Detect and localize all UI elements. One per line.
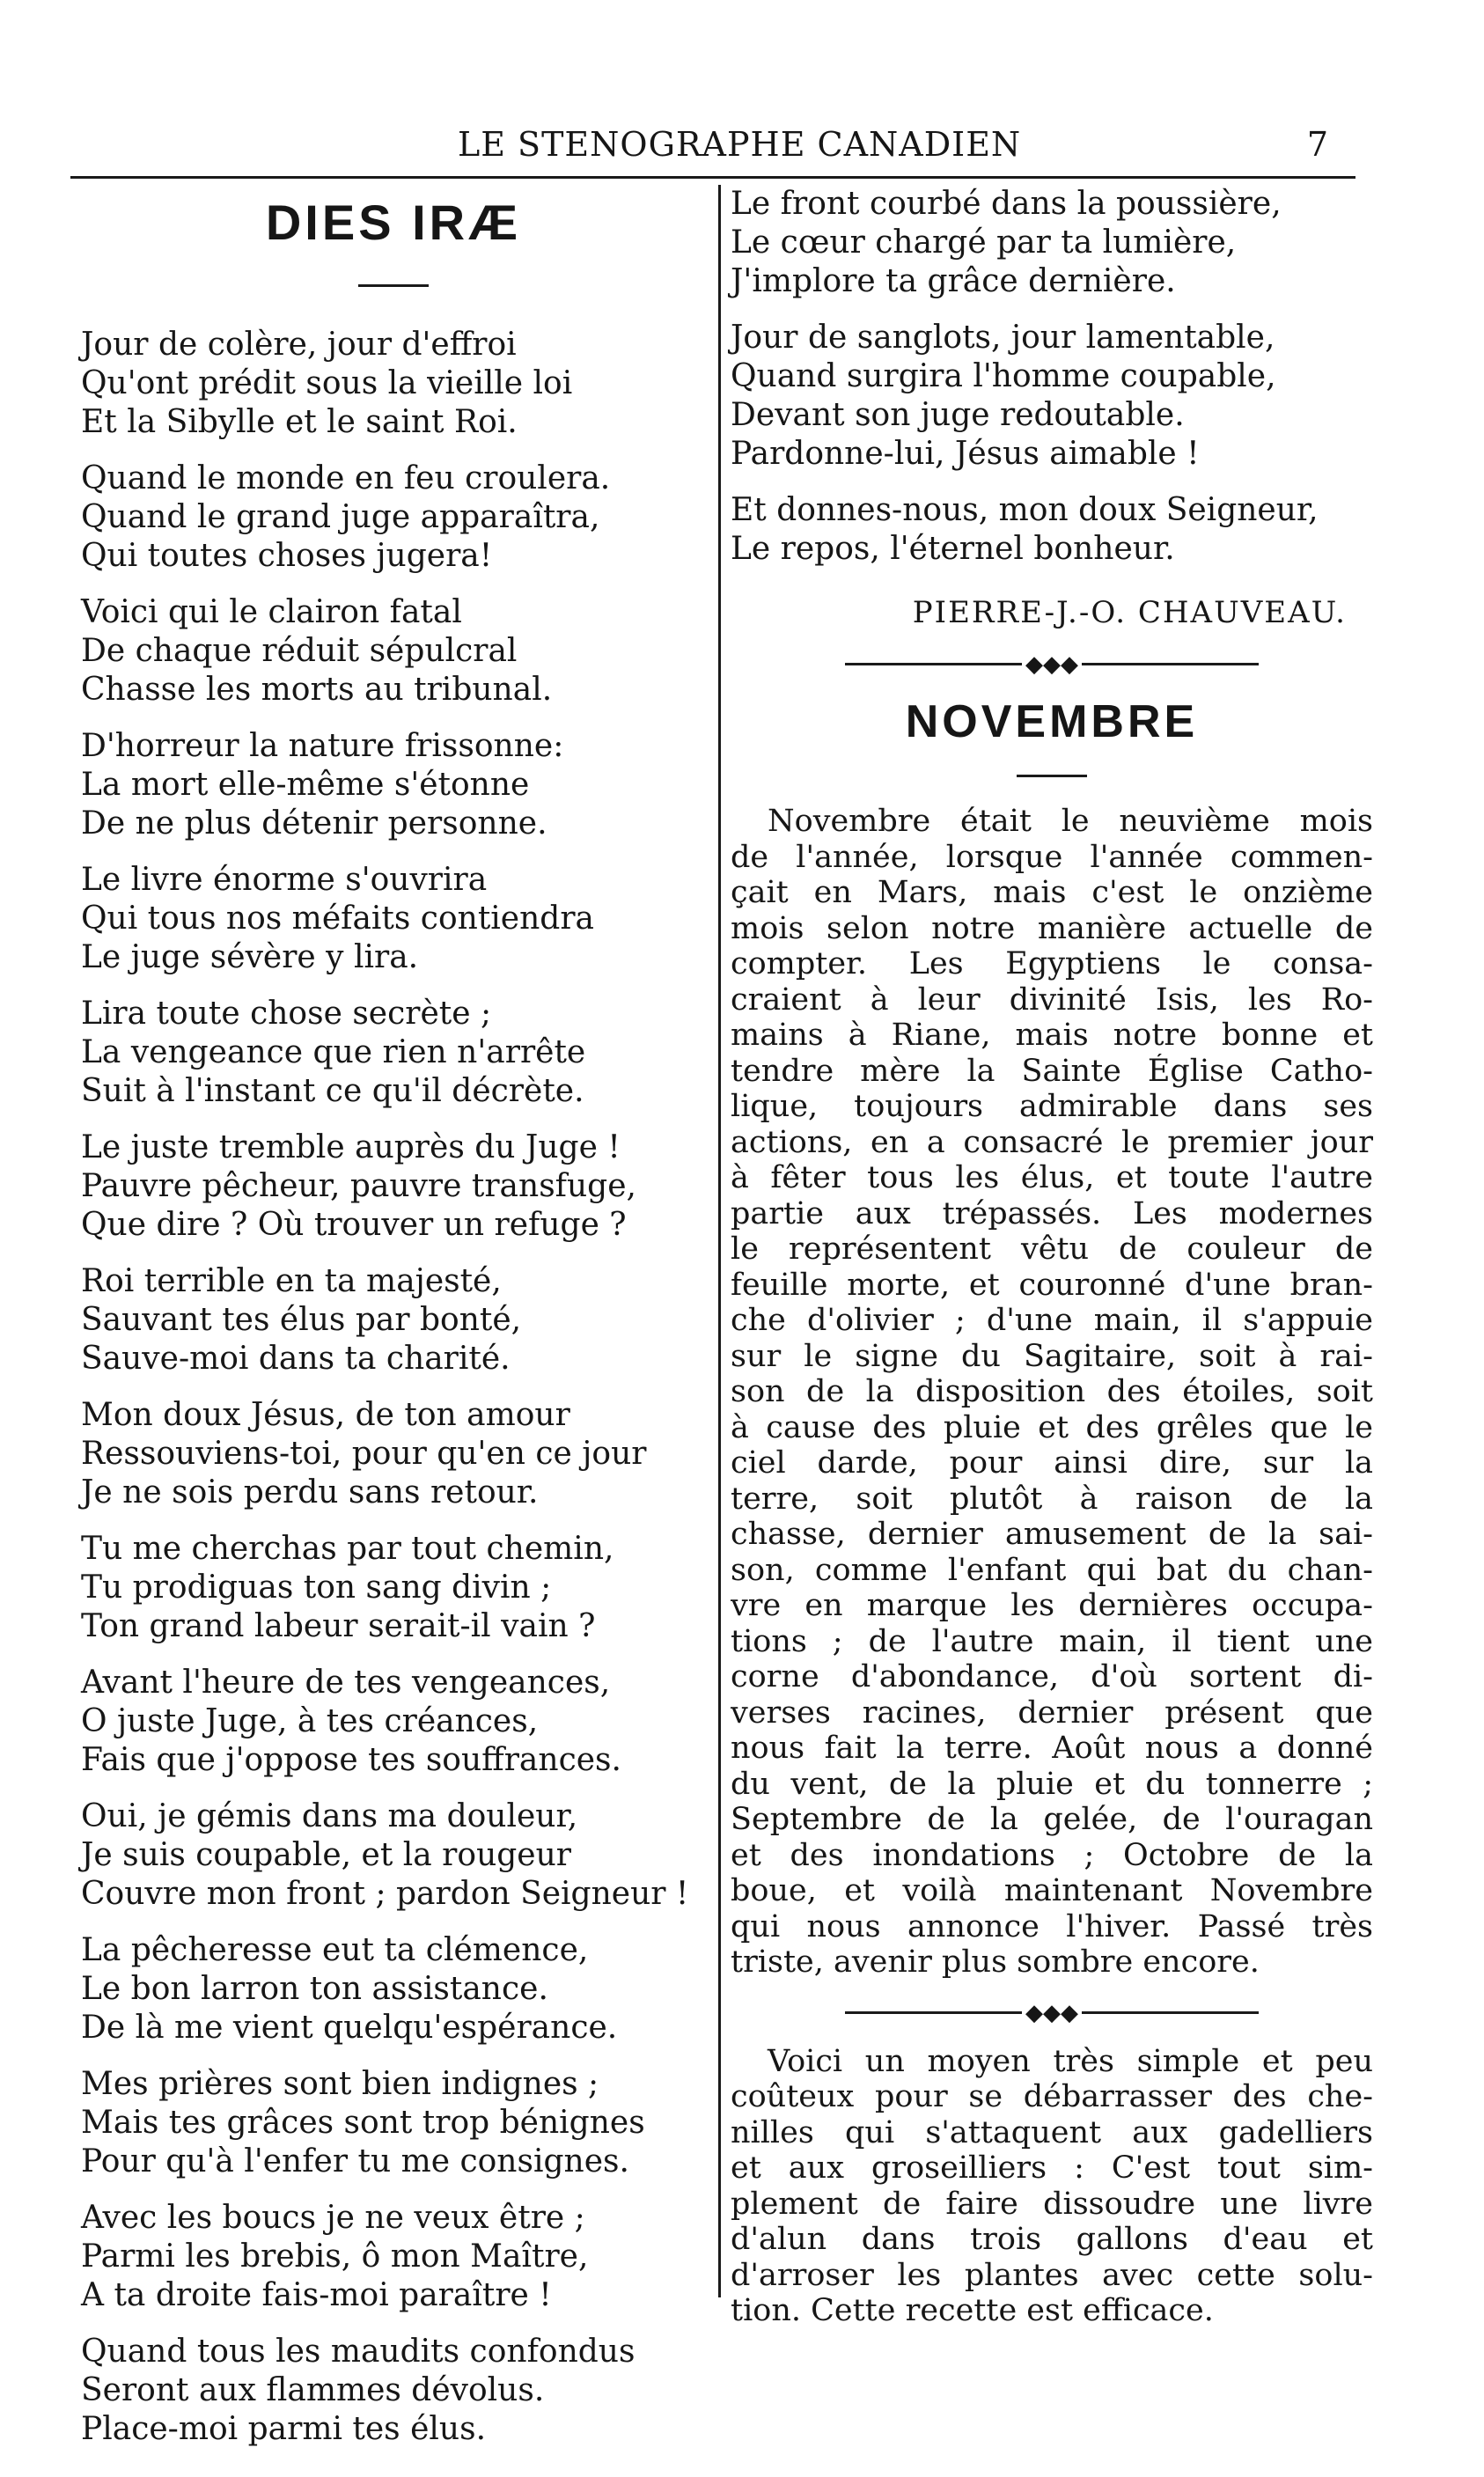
novembre-line: corne d'abondance, d'où sortent di- (731, 1659, 1373, 1694)
poem-line: Quand le grand juge apparaîtra, (81, 499, 600, 535)
novembre-line: à fêter tous les élus, et toute l'autre (731, 1160, 1373, 1195)
novembre-line: ciel darde, pour ainsi dire, sur la (731, 1445, 1373, 1481)
recette-line: nilles qui s'attaquent aux gadelliers (731, 2114, 1373, 2150)
novembre-line: lique, toujours admirable dans ses (731, 1089, 1373, 1124)
poem-line: Qui toutes choses jugera! (81, 538, 493, 574)
novembre-line: son de la disposition des étoiles, soit (731, 1374, 1373, 1409)
novembre-line: boue, et voilà maintenant Novembre (731, 1873, 1373, 1908)
poem-stanza (81, 2199, 706, 2315)
ornament: ◆◆◆ (1022, 651, 1082, 678)
poem-line: Et donnes-nous, mon doux Seigneur, (731, 492, 1319, 528)
novembre-title: NOVEMBRE (905, 696, 1199, 747)
recette-line: et aux groseilliers : C'est tout sim- (731, 2150, 1373, 2186)
poem-line: De chaque réduit sépulcral (81, 633, 518, 669)
left-column (81, 185, 706, 2466)
novembre-line: Septembre de la gelée, de l'ouragan (731, 1802, 1373, 1837)
ornament-rule (731, 651, 1373, 678)
poem-line: Le repos, l'éternel bonheur. (731, 531, 1175, 567)
recette-line: coûteux pour se débarrasser des che- (731, 2079, 1373, 2114)
poem-line: La mort elle-même s'étonne (81, 767, 530, 803)
novembre-line: che d'olivier ; d'une main, il s'appuie (731, 1303, 1373, 1338)
poem-line: J'implore ta grâce dernière. (731, 263, 1176, 299)
poem-line: Le juste tremble auprès du Juge ! (81, 1129, 621, 1165)
poem-line: Pauvre pêcheur, pauvre transfuge, (81, 1168, 636, 1204)
novembre-line: terre, soit plutôt à raison de la (731, 1481, 1373, 1517)
poem-line: Voici qui le clairon fatal (81, 594, 462, 630)
novembre-line: sur le signe du Sagitaire, soit à rai- (731, 1338, 1373, 1374)
novembre-rule (1017, 775, 1087, 777)
recette-line: Voici un moyen très simple et peu (768, 2043, 1373, 2079)
poem-line: Que dire ? Où trouver un refuge ? (81, 1207, 627, 1243)
novembre-line: chasse, dernier amusement de la sai- (731, 1517, 1373, 1552)
recette-line: d'alun dans trois gallons d'eau et (731, 2222, 1373, 2257)
poem-line: De là me vient quelqu'espérance. (81, 2010, 618, 2046)
poem-stanza (81, 2333, 706, 2449)
poem-line: Seront aux flammes dévolus. (81, 2372, 545, 2408)
poem-line: La pêcheresse eut ta clémence, (81, 1932, 589, 1968)
poem-line: Oui, je gémis dans ma douleur, (81, 1798, 578, 1834)
novembre-line: craient à leur divinité Isis, les Ro- (731, 981, 1373, 1018)
poem-line: Ressouviens-toi, pour qu'en ce jour (81, 1436, 647, 1472)
poem-line: Je ne sois perdu sans retour. (81, 1474, 539, 1510)
poem-stanza (81, 861, 706, 977)
poem-line: D'horreur la nature frissonne: (81, 728, 564, 764)
novembre-line: nous fait la terre. Août nous a donné (731, 1731, 1373, 1766)
novembre-line: et des inondations ; Octobre de la (731, 1837, 1373, 1873)
poem-line: A ta droite fais-moi paraître ! (81, 2277, 552, 2313)
poem-stanza (81, 326, 706, 442)
poem-stanza (81, 1262, 706, 1378)
poem-line: Chasse les morts au tribunal. (81, 672, 553, 708)
poem-line: Le bon larron ton assistance. (81, 1971, 548, 2007)
poem-line: Fais que j'oppose tes souffrances. (81, 1742, 621, 1778)
novembre-line: qui nous annonce l'hiver. Passé très (731, 1908, 1373, 1944)
poem-line: Mais tes grâces sont trop bénignes (81, 2105, 645, 2141)
poem-line: Lira toute chose secrète ; (81, 996, 492, 1032)
novembre-line: partie aux trépassés. Les modernes (731, 1195, 1373, 1231)
poem-stanza (81, 1530, 706, 1646)
poem-stanza (81, 459, 706, 576)
novembre-line: compter. Les Egyptiens le consa- (731, 946, 1373, 981)
poem-stanza (731, 319, 1373, 474)
header-rule (70, 176, 1355, 179)
column-divider (718, 185, 721, 2297)
novembre-line: tions ; de l'autre main, il tient une (731, 1623, 1373, 1659)
poem-stanza (731, 491, 1373, 569)
novembre-line: mois selon notre manière actuelle de (731, 910, 1373, 946)
poem-left-stanzas (81, 326, 706, 2449)
poem-line: Avant l'heure de tes vengeances, (81, 1665, 611, 1701)
right-column (731, 185, 1373, 2329)
running-header (70, 125, 1355, 169)
poem-line: Et la Sibylle et le saint Roi. (81, 404, 518, 440)
poem-stanza (81, 2065, 706, 2181)
poem-line: Suit à l'instant ce qu'il décrète. (81, 1073, 584, 1109)
poem-line: Sauvant tes élus par bonté, (81, 1302, 522, 1338)
recette-line: tion. Cette recette est efficace. (731, 2293, 1214, 2328)
poem-line: Mes prières sont bien indignes ; (81, 2066, 599, 2102)
novembre-line: à cause des pluie et des grêles que le (731, 1409, 1373, 1445)
poem-line: Pardonne-lui, Jésus aimable ! (731, 436, 1200, 472)
novembre-line: du vent, de la pluie et du tonnerre ; (731, 1766, 1373, 1802)
poem-line: Tu me cherchas par tout chemin, (81, 1531, 614, 1567)
poem-line: Le juge sévère y lira. (81, 939, 419, 975)
poem-line: O juste Juge, à tes créances, (81, 1703, 539, 1739)
poem-stanza (731, 185, 1373, 301)
novembre-line: vre en marque les dernières occupa- (731, 1588, 1373, 1623)
poem-line: Qu'ont prédit sous la vieille loi (81, 365, 573, 401)
recette-line: plement de faire dissoudre une livre (731, 2186, 1373, 2222)
poem-line: Tu prodiguas ton sang divin ; (81, 1569, 552, 1606)
poem-stanza (81, 1664, 706, 1780)
poem-line: Le livre énorme s'ouvrira (81, 862, 488, 898)
poem-line: Le front courbé dans la poussière, (731, 186, 1282, 222)
poem-line: Pour qu'à l'enfer tu me consignes. (81, 2143, 629, 2179)
poem-signature: PIERRE-J.-O. CHAUVEAU. (912, 595, 1347, 630)
poem-line: Quand surgira l'homme coupable, (731, 358, 1276, 394)
novembre-line: mains à Riane, mais notre bonne et (731, 1018, 1373, 1053)
novembre-line: verses racines, dernier présent que (731, 1694, 1373, 1731)
poem-line: Mon doux Jésus, de ton amour (81, 1397, 570, 1433)
novembre-line: Novembre était le neuvième mois (768, 804, 1373, 839)
poem-line: Quand le monde en feu croulera. (81, 460, 611, 496)
poem-stanza (81, 1128, 706, 1245)
poem-right-stanzas (731, 185, 1373, 569)
title-rule (358, 284, 429, 287)
poem-line: Parmi les brebis, ô mon Maître, (81, 2238, 589, 2275)
poem-title: DIES IRÆ (265, 195, 522, 250)
page-number: 7 (1306, 125, 1329, 164)
poem-line: Ton grand labeur serait-il vain ? (81, 1608, 596, 1644)
poem-line: Roi terrible en ta majesté, (81, 1263, 502, 1299)
poem-stanza (81, 1797, 706, 1914)
ornament-rule-2 (731, 2000, 1373, 2026)
poem-stanza (81, 1396, 706, 1512)
poem-line: La vengeance que rien n'arrête (81, 1034, 586, 1070)
poem-line: Jour de colère, jour d'effroi (81, 327, 517, 363)
poem-line: Jour de sanglots, jour lamentable, (731, 320, 1275, 356)
novembre-line: de l'année, lorsque l'année commen- (731, 839, 1373, 875)
novembre-line: tendre mère la Sainte Église Catho- (731, 1053, 1373, 1089)
recette-article (731, 2044, 1373, 2329)
novembre-line: çait en Mars, mais c'est le onzième (731, 875, 1373, 910)
novembre-line: le représentent vêtu de couleur de (731, 1231, 1373, 1267)
poem-stanza (81, 1931, 706, 2047)
poem-stanza (81, 995, 706, 1111)
ornament: ◆◆◆ (1022, 2000, 1082, 2026)
recette-line: d'arroser les plantes avec cette solu- (731, 2257, 1373, 2293)
novembre-line: actions, en a consacré le premier jour (731, 1124, 1373, 1160)
poem-line: Je suis coupable, et la rougeur (81, 1837, 571, 1873)
novembre-line: feuille morte, et couronné d'une bran- (731, 1267, 1373, 1303)
novembre-line: triste, avenir plus sombre encore. (731, 1944, 1260, 1980)
poem-stanza (81, 727, 706, 843)
poem-line: Qui tous nos méfaits contiendra (81, 900, 595, 937)
novembre-line: son, comme l'enfant qui bat du chan- (731, 1552, 1373, 1588)
poem-line: Le cœur chargé par ta lumière, (731, 224, 1237, 261)
poem-line: Avec les boucs je ne veux être ; (81, 2200, 585, 2236)
poem-line: Couvre mon front ; pardon Seigneur ! (81, 1876, 689, 1912)
poem-line: Place-moi parmi tes élus. (81, 2411, 487, 2447)
poem-line: Quand tous les maudits confondus (81, 2334, 635, 2370)
poem-line: Sauve-moi dans ta charité. (81, 1341, 511, 1377)
poem-stanza (81, 593, 706, 709)
novembre-article (731, 804, 1373, 1981)
journal-title: LE STENOGRAPHE CANADIEN (458, 125, 1022, 164)
poem-line: Devant son juge redoutable. (731, 397, 1185, 433)
poem-line: De ne plus détenir personne. (81, 805, 547, 842)
